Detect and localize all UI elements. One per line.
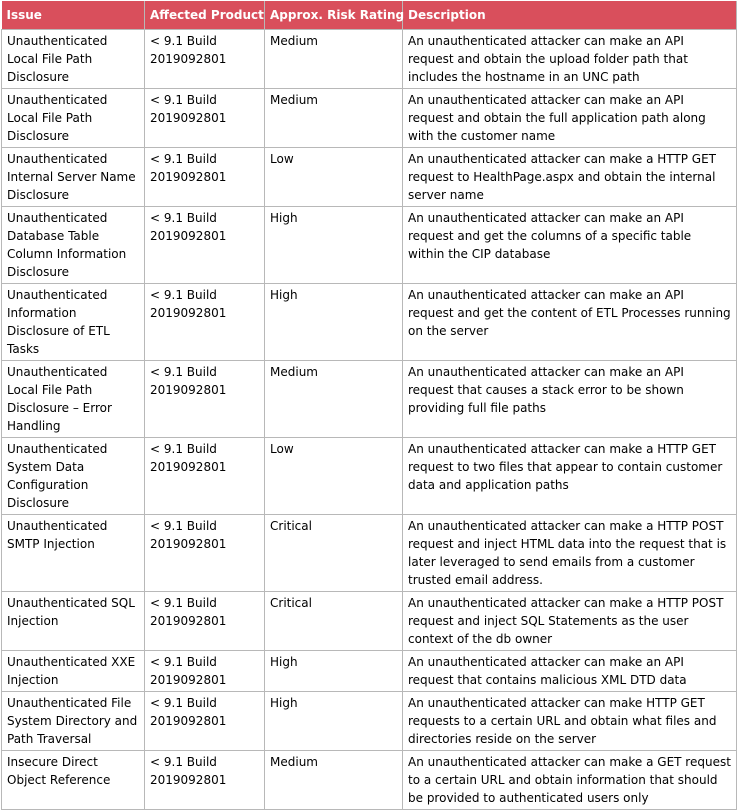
rating-cell: High [265, 284, 403, 361]
description-cell: An unauthenticated attacker can make a HTTP POST request and inject SQL Statements as the user context of the db owner [403, 592, 737, 651]
description-cell: An unauthenticated attacker can make a HTTP GET request to HealthPage.aspx and obtain the internal server name [403, 148, 737, 207]
product-cell: < 9.1 Build 2019092801 [145, 438, 265, 515]
description-cell: An unauthenticated attacker can make an API request and obtain the full application path along with the customer name [403, 89, 737, 148]
header-description: Description [403, 1, 737, 30]
rating-cell: Critical [265, 515, 403, 592]
issue-cell: Unauthenticated Internal Server Name Disclosure [2, 148, 145, 207]
issue-cell: Unauthenticated System Data Configuration Disclosure [2, 438, 145, 515]
issue-cell: Unauthenticated XXE Injection [2, 651, 145, 692]
rating-cell: Critical [265, 592, 403, 651]
rating-cell: High [265, 692, 403, 751]
issue-cell: Unauthenticated Information Disclosure of ETL Tasks [2, 284, 145, 361]
description-cell: An unauthenticated attacker can make an API request and get the columns of a specific table within the CIP database [403, 207, 737, 284]
table-row [2, 692, 737, 751]
description-cell: An unauthenticated attacker can make an API request that contains malicious XML DTD data [403, 651, 737, 692]
product-cell: < 9.1 Build 2019092801 [145, 651, 265, 692]
product-cell: < 9.1 Build 2019092801 [145, 30, 265, 89]
table-row [2, 361, 737, 438]
table-row [2, 651, 737, 692]
rating-cell: Medium [265, 361, 403, 438]
description-cell: An unauthenticated attacker can make an API request and obtain the upload folder path that includes the hostname in an UNC path [403, 30, 737, 89]
table-row [2, 207, 737, 284]
rating-cell: Medium [265, 30, 403, 89]
issue-cell: Unauthenticated Local File Path Disclosure [2, 89, 145, 148]
product-cell: < 9.1 Build 2019092801 [145, 284, 265, 361]
table-row [2, 284, 737, 361]
product-cell: < 9.1 Build 2019092801 [145, 361, 265, 438]
description-cell: An unauthenticated attacker can make HTTP GET requests to a certain URL and obtain what files and directories reside on the server [403, 692, 737, 751]
description-cell: An unauthenticated attacker can make a HTTP POST request and inject HTML data into the request that is later leveraged to send emails from a customer trusted email address. [403, 515, 737, 592]
issue-cell: Unauthenticated SMTP Injection [2, 515, 145, 592]
vulnerability-table [1, 1, 737, 810]
description-cell: An unauthenticated attacker can make an API request that causes a stack error to be shown providing full file paths [403, 361, 737, 438]
header-issue: Issue [2, 1, 145, 30]
table-row [2, 30, 737, 89]
table-row [2, 515, 737, 592]
rating-cell: Low [265, 438, 403, 515]
table-row [2, 592, 737, 651]
product-cell: < 9.1 Build 2019092801 [145, 515, 265, 592]
issue-cell: Unauthenticated Database Table Column Information Disclosure [2, 207, 145, 284]
rating-cell: High [265, 651, 403, 692]
issue-cell: Unauthenticated Local File Path Disclosure [2, 30, 145, 89]
rating-cell: High [265, 207, 403, 284]
rating-cell: Low [265, 148, 403, 207]
table-row [2, 751, 737, 810]
rating-cell: Medium [265, 89, 403, 148]
header-row [2, 1, 737, 30]
rating-cell: Medium [265, 751, 403, 810]
product-cell: < 9.1 Build 2019092801 [145, 89, 265, 148]
issue-cell: Unauthenticated File System Directory and Path Traversal [2, 692, 145, 751]
product-cell: < 9.1 Build 2019092801 [145, 592, 265, 651]
header-risk-rating: Approx. Risk Rating [265, 1, 403, 30]
product-cell: < 9.1 Build 2019092801 [145, 148, 265, 207]
table-row [2, 438, 737, 515]
header-affected-product: Affected Product [145, 1, 265, 30]
issue-cell: Insecure Direct Object Reference [2, 751, 145, 810]
product-cell: < 9.1 Build 2019092801 [145, 751, 265, 810]
description-cell: An unauthenticated attacker can make a GET request to a certain URL and obtain information that should be provided to authenticated users only [403, 751, 737, 810]
issue-cell: Unauthenticated SQL Injection [2, 592, 145, 651]
description-cell: An unauthenticated attacker can make a HTTP GET request to two files that appear to contain customer data and application paths [403, 438, 737, 515]
table-row [2, 89, 737, 148]
description-cell: An unauthenticated attacker can make an API request and get the content of ETL Processes running on the server [403, 284, 737, 361]
issue-cell: Unauthenticated Local File Path Disclosure – Error Handling [2, 361, 145, 438]
product-cell: < 9.1 Build 2019092801 [145, 692, 265, 751]
table-row [2, 148, 737, 207]
product-cell: < 9.1 Build 2019092801 [145, 207, 265, 284]
